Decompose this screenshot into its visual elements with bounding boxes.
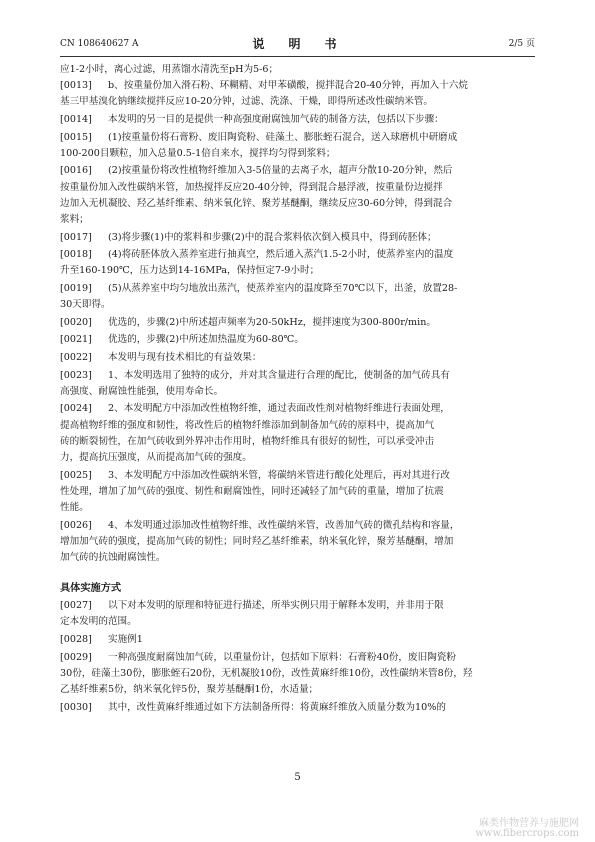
paragraph-text: 定本发明的范围。 — [60, 616, 137, 628]
paragraph — [60, 598, 535, 630]
paragraph — [60, 350, 535, 366]
paragraph-number: [0028] — [60, 633, 92, 645]
text-line — [60, 484, 535, 500]
text-line — [60, 368, 535, 384]
text-line — [60, 196, 535, 212]
paragraph-number: [0013] — [60, 80, 92, 92]
section-heading: 具体实施方式 — [60, 582, 122, 595]
paragraph-text: 优选的，步骤(2)中所述加热温度为60-80℃。 — [108, 334, 304, 346]
paragraph-number: [0024] — [60, 403, 92, 415]
paragraph — [60, 700, 535, 716]
paragraph-text: 按重量份加入改性碳纳米管，加热搅拌反应20-40分钟，得到混合悬浮液，按重量份边搅拌 — [60, 181, 443, 193]
paragraph-text: 30天即得。 — [60, 299, 111, 311]
text-line — [60, 518, 535, 534]
text-line — [60, 500, 535, 516]
paragraph-text: b、按重量份加入滑石粉、环糊精、对甲苯磺酸，搅拌混合20-40分钟，再加入十六烷 — [108, 80, 468, 92]
paragraph-text: 浆料； — [60, 214, 89, 225]
text-line — [60, 384, 535, 400]
paragraph-text: 1、本发明选用了独特的成分，并对其含量进行合理的配比，使制备的加气砖具有 — [108, 369, 450, 381]
paragraph-text: 高强度、耐腐蚀性能强，使用寿命长。 — [60, 385, 224, 397]
text-line — [60, 418, 535, 434]
paragraph-number: [0019] — [60, 282, 92, 294]
paragraph-text: (2)按重量份将改性植物纤维加入3-5倍量的去离子水，超声分散10-20分钟，然后 — [108, 165, 453, 177]
patent-number: CN 108640627 A — [60, 39, 139, 49]
text-line — [60, 263, 535, 279]
paragraph — [60, 230, 535, 246]
paragraph-number: [0018] — [60, 249, 92, 261]
paragraph-text: 4、本发明通过添加改性植物纤维、改性碳纳米管，改善加气砖的微孔结构和容量， — [108, 519, 460, 531]
continued-text — [60, 62, 535, 78]
paragraph — [60, 163, 535, 228]
text-line — [60, 94, 535, 110]
paragraph-list — [60, 598, 535, 716]
text-line — [60, 180, 535, 196]
paragraph — [60, 468, 535, 517]
paragraph-number: [0027] — [60, 600, 92, 612]
paragraph-number: [0025] — [60, 469, 92, 481]
text-line — [60, 401, 535, 417]
paragraph — [60, 650, 535, 699]
text-line — [60, 163, 535, 179]
text-line — [60, 78, 535, 94]
text-line — [60, 666, 535, 682]
text-line — [60, 450, 535, 466]
paragraph — [60, 315, 535, 331]
paragraph-number: [0015] — [60, 131, 92, 143]
paragraph-text: 加气砖的抗蚀耐腐蚀性。 — [60, 551, 166, 563]
text-line — [60, 434, 535, 450]
paragraph-text: (5)从蒸养室中均匀地放出蒸汽，使蒸养室内的温度降至70℃以下，出釜，放置28- — [108, 282, 458, 294]
paragraph — [60, 281, 535, 313]
text-line — [60, 682, 535, 698]
paragraph-text: (4)将砖胚体放入蒸养室进行抽真空，然后通入蒸汽1.5-2小时，使蒸养室内的温度 — [108, 249, 454, 261]
text-line — [60, 230, 535, 246]
header-divider — [60, 56, 535, 57]
text-line — [60, 614, 535, 630]
paragraph-text: 本发明的另一目的是提供一种高强度耐腐蚀加气砖的制备方法，包括以下步骤： — [108, 114, 444, 125]
paragraph-number: [0021] — [60, 334, 92, 346]
paragraph-text: 100-200目颗粒，加入总量0.5-1倍自来水，搅拌均匀得到浆料； — [60, 147, 336, 159]
text-line — [60, 112, 535, 128]
document-body — [60, 62, 535, 717]
paragraph-text: 基三甲基溴化钠继续搅拌反应10-20分钟，过滤、洗涤、干燥，即得所述改性碳纳米管。 — [60, 96, 434, 108]
paragraph — [60, 368, 535, 400]
paragraph — [60, 632, 535, 648]
paragraph-text: 升至160-190℃，压力达到14-16MPa，保持恒定7-9小时； — [60, 265, 320, 277]
paragraph-number: [0029] — [60, 651, 92, 663]
site-watermark-url: www.fibercrops.com — [475, 828, 579, 839]
paragraph-number: [0014] — [60, 114, 92, 125]
paragraph — [60, 518, 535, 567]
paragraph-number: [0020] — [60, 316, 92, 328]
paragraph-text: 提高植物纤维的强度和韧性，将改性后的植物纤维添加到制备加气砖的原料中，提高加气 — [60, 419, 435, 431]
paragraph-text: 砖的断裂韧性，在加气砖收到外界冲击作用时，植物纤维具有很好的韧性，可以承受冲击 — [60, 435, 435, 447]
paragraph-number: [0022] — [60, 351, 92, 363]
paragraph-text: (1)按重量份将石膏粉、废旧陶瓷粉、硅藻土、膨胀蛭石混合，送入球磨机中研磨成 — [108, 131, 458, 143]
paragraph-text: 力，提高抗压强度，从而提高加气砖的强度。 — [60, 451, 252, 463]
text-line — [60, 598, 535, 614]
text-line — [60, 212, 535, 228]
paragraph-text: 增加加气砖的强度，提高加气砖的韧性；同时羟乙基纤维素，纳米氧化锌，聚芳基醚酮，增加 — [60, 535, 454, 547]
paragraph-number: [0017] — [60, 231, 92, 243]
text-line — [60, 130, 535, 146]
paragraph-number: [0030] — [60, 701, 92, 713]
paragraph-text: 2、本发明配方中添加改性植物纤维，通过表面改性剂对植物纤维进行表面处理， — [108, 403, 450, 415]
paragraph-text: 性能。 — [60, 501, 89, 513]
paragraph — [60, 130, 535, 162]
page-number: 5 — [294, 772, 301, 783]
page-header — [60, 34, 535, 54]
text-line — [60, 315, 535, 331]
paragraph-text: (3)将步骤(1)中的浆料和步骤(2)中的混合浆料依次倒入模具中，得到砖胚体； — [108, 231, 437, 243]
text-line — [60, 332, 535, 348]
text-line — [60, 468, 535, 484]
text-line — [60, 146, 535, 162]
text-line — [60, 350, 535, 366]
paragraph — [60, 78, 535, 110]
paragraph-list — [60, 78, 535, 566]
paragraph-text: 一种高强度耐腐蚀加气砖，以重量份计，包括如下原料：石膏粉40份，废旧陶瓷粉 — [108, 651, 456, 663]
paragraph-text: 性处理，增加了加气砖的强度、韧性和耐腐蚀性，同时还减轻了加气砖的重量，增加了抗震 — [60, 485, 444, 497]
paragraph-number: [0026] — [60, 519, 92, 531]
paragraph — [60, 332, 535, 348]
paragraph-text: 边加入无机凝胶、羟乙基纤维素、纳米氧化锌、聚芳基醚酮，继续反应30-60分钟，得到混合 — [60, 197, 453, 209]
paragraph-text: 30份，硅藻土30份，膨胀蛭石20份，无机凝胶10份，改性黄麻纤维10份，改性碳纳米管8份，羟 — [60, 667, 473, 679]
paragraph-text: 实施例1 — [108, 633, 143, 645]
paragraph-text: 3、本发明配方中添加改性碳纳米管，将碳纳米管进行酸化处理后，再对其进行改 — [108, 469, 450, 481]
page-info: 2/5 页 — [508, 39, 535, 49]
text-line — [60, 281, 535, 297]
paragraph-text: 其中，改性黄麻纤维通过如下方法制备所得：将黄麻纤维放入质量分数为10%的 — [108, 701, 446, 713]
text-line — [60, 550, 535, 566]
paragraph-text: 乙基纤维素5份，纳米氧化锌5份，聚芳基醚酮1份，水适量； — [60, 683, 319, 695]
paragraph-number: [0016] — [60, 165, 92, 177]
paragraph-text: 以下对本发明的原理和特征进行描述，所举实例只用于解释本发明，并非用于限 — [108, 600, 444, 612]
paragraph — [60, 112, 535, 128]
text-line — [60, 632, 535, 648]
paragraph-text: 本发明与现有技术相比的有益效果： — [108, 351, 262, 363]
text-line — [60, 297, 535, 313]
text-line — [60, 700, 535, 716]
paragraph — [60, 247, 535, 279]
paragraph-number: [0023] — [60, 369, 92, 381]
document-title: 说 明 书 — [252, 37, 343, 51]
text-line — [60, 534, 535, 550]
text-line — [60, 247, 535, 263]
site-watermark: 麻类作物营养与施肥网 — [479, 818, 579, 829]
text-line — [60, 650, 535, 666]
paragraph — [60, 401, 535, 466]
text-line: 应1-2小时，离心过滤，用蒸馏水清洗至pH为5-6； — [60, 64, 279, 75]
paragraph-text: 优选的，步骤(2)中所述超声频率为20-50kHz，搅拌速度为300-800r/min。 — [108, 316, 436, 328]
